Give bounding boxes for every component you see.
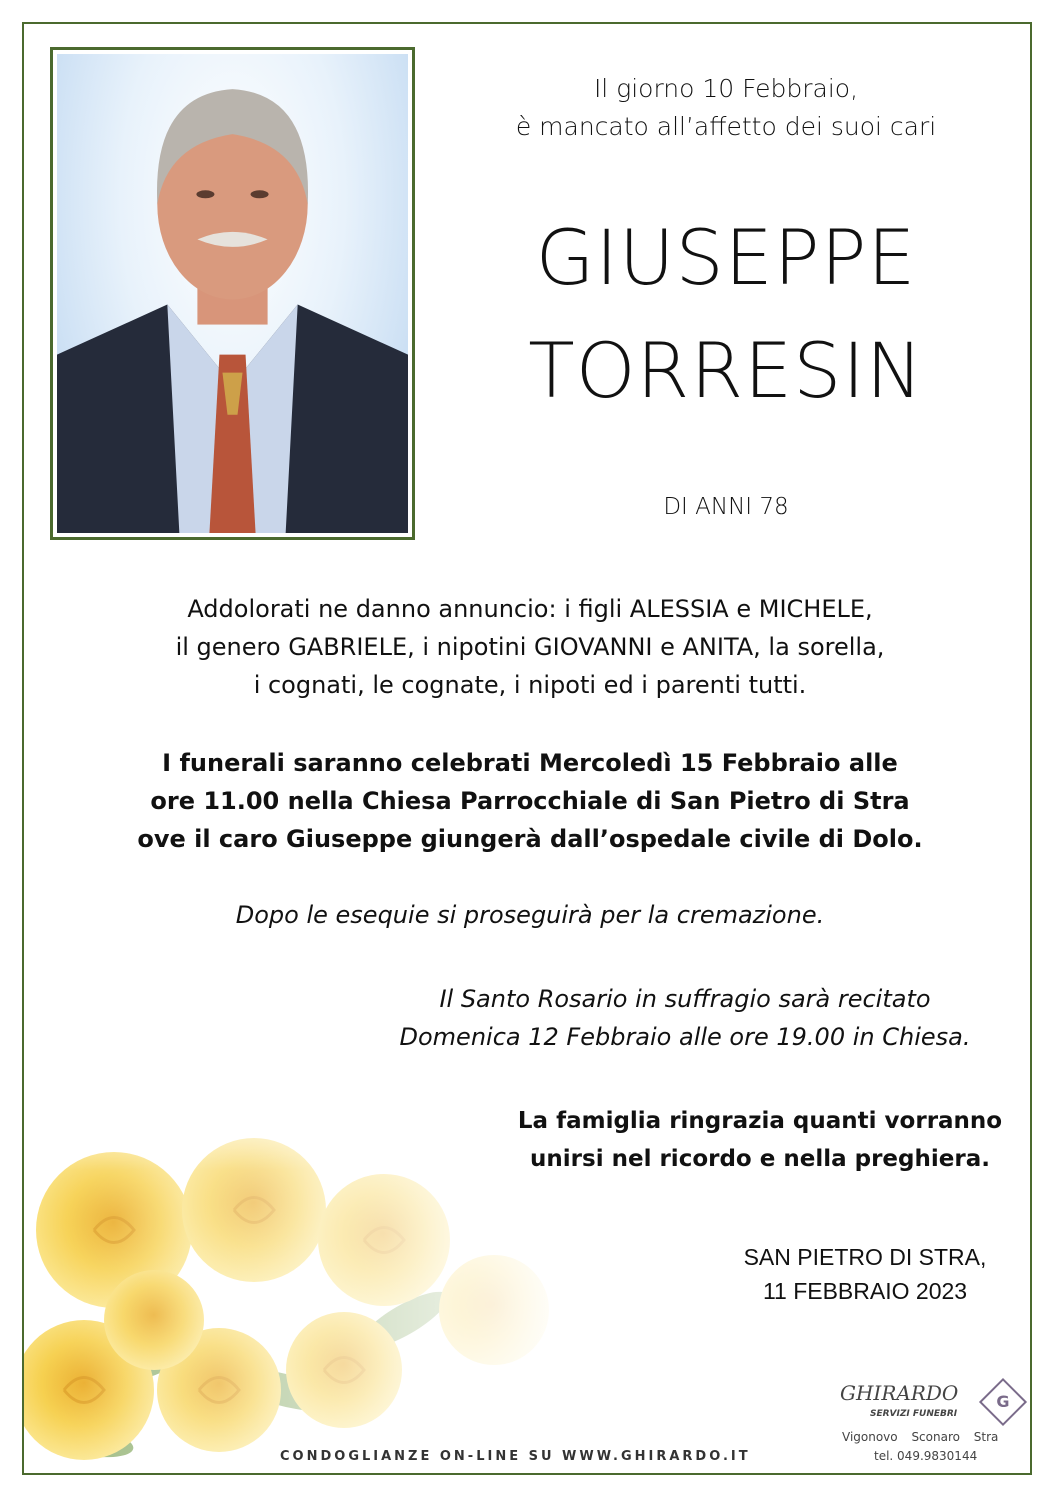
funeral-line-3: ove il caro Giuseppe giungerà dall’ospedale civile di Dolo. [137, 825, 923, 853]
announcement-line-1: Addolorati ne danno annuncio: i figli ALESSIA e MICHELE, [187, 595, 873, 623]
announcement-line-2: il genero GABRIELE, i nipotini GIOVANNI e ANITA, la sorella, [175, 633, 885, 661]
funeral-line-2: ore 11.00 nella Chiesa Parrocchiale di San Pietro di Stra [150, 787, 910, 815]
logo-badge-icon [979, 1378, 1027, 1426]
portrait-illustration [57, 54, 408, 533]
rosary-line-2: Domenica 12 Febbraio alle ore 19.00 in Chiesa. [399, 1023, 971, 1051]
portrait-frame [50, 47, 415, 540]
age: DI ANNI 78 [663, 494, 789, 520]
last-name: TORRESIN [528, 326, 924, 415]
funeral-details [60, 744, 1000, 858]
place-date [700, 1240, 1030, 1308]
announcement-line-3: i cognati, le cognate, i nipoti ed i parenti tutti. [253, 671, 807, 699]
logo-name: GHIRARDO [840, 1381, 959, 1405]
logo-places: Vigonovo Sconaro Stra [842, 1430, 999, 1444]
funeral-home-logo [830, 1375, 1030, 1470]
funeral-line-1: I funerali saranno celebrati Mercoledì 15 Febbraio alle [162, 749, 898, 777]
thanks-line-1: La famiglia ringrazia quanti vorranno [517, 1108, 1003, 1134]
logo-subtitle: SERVIZI FUNEBRI [870, 1409, 958, 1419]
intro-line-2: è mancato all’affetto dei suoi cari [515, 112, 937, 141]
rosary-note [340, 980, 1030, 1056]
first-name: GIUSEPPE [535, 213, 917, 302]
logo-badge-letter: G [996, 1392, 1010, 1411]
death-date-intro [420, 70, 1032, 146]
thanks-line-2: unirsi nel ricordo e nella preghiera. [530, 1146, 990, 1172]
logo-phone: tel. 049.9830144 [874, 1449, 978, 1463]
date: 11 FEBBRAIO 2023 [762, 1278, 968, 1304]
announcement [60, 590, 1000, 704]
intro-line-1: Il giorno 10 Febbraio, [593, 74, 859, 103]
thanks-note [480, 1102, 1040, 1178]
place: SAN PIETRO DI STRA, [743, 1244, 987, 1270]
condolences-url: CONDOGLIANZE ON-LINE SU WWW.GHIRARDO.IT [280, 1449, 751, 1464]
portrait-photo [57, 54, 408, 533]
rosary-line-1: Il Santo Rosario in suffragio sarà recitato [439, 985, 931, 1013]
cremation-note: Dopo le esequie si proseguirà per la cremazione. [235, 901, 825, 929]
